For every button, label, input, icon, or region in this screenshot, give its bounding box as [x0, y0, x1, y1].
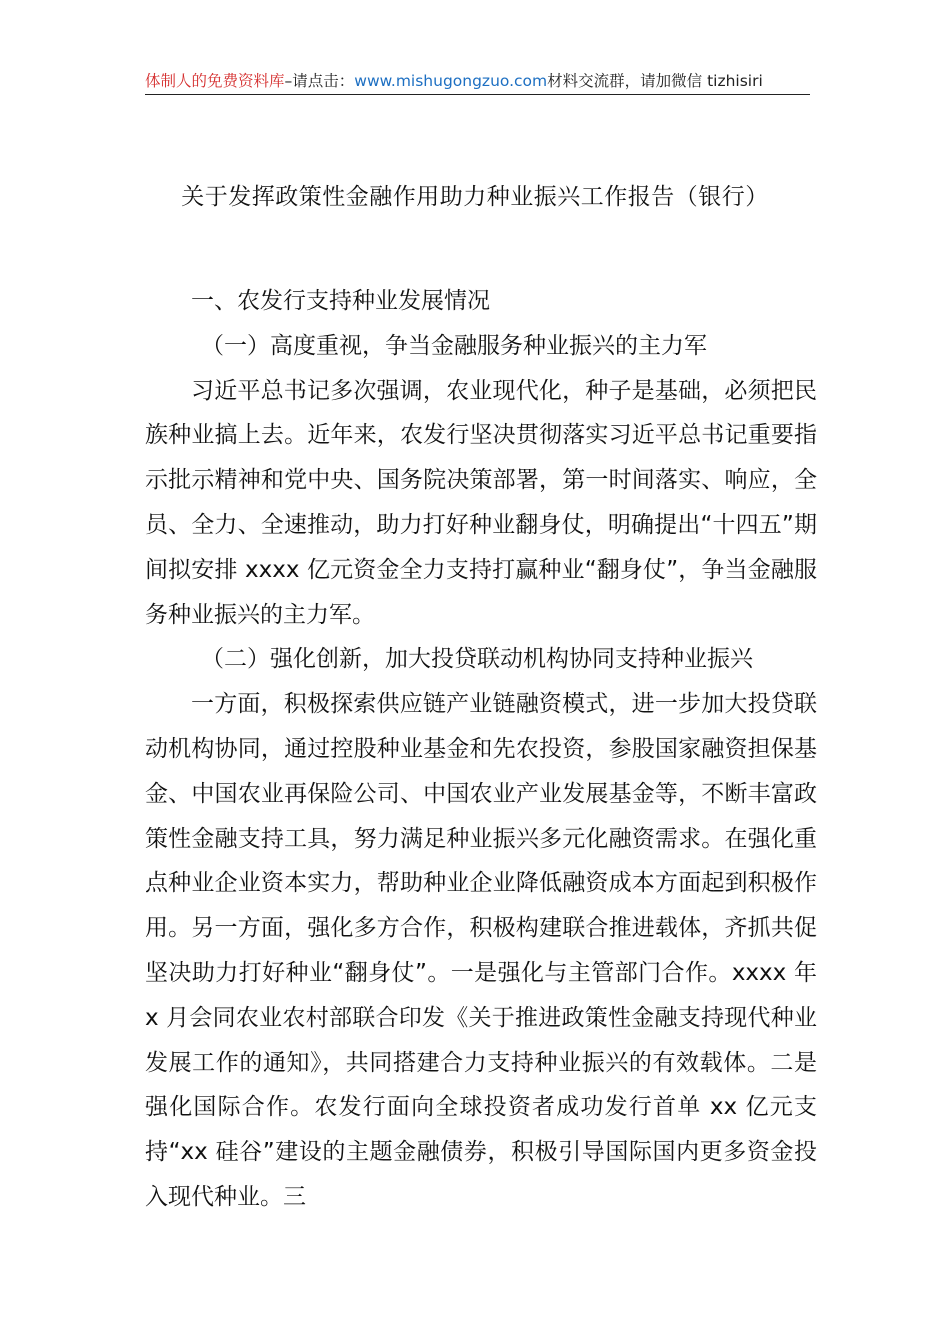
page-header: [145, 70, 810, 95]
header-prompt: 请点击：: [292, 72, 355, 90]
subsection-heading-1: （一）高度重视，争当金融服务种业振兴的主力军: [201, 332, 707, 359]
header-url-link[interactable]: www.mishugongzuo.com: [354, 72, 548, 90]
paragraph-1: 习近平总书记多次强调，农业现代化，种子是基础，必须把民族种业搞上去。近年来，农发行坚决贯彻落实习近平总书记重要指示批示精神和党中央、国务院决策部署，第一时间落实、响应，全员、全力、全速推动，助力打好种业翻身仗，明确提出“十四五”期间拟安排 xxxx 亿元资金全力支持打赢种业“翻身仗”，争当金融服务种业振兴的主力军。: [145, 377, 817, 628]
section-heading-1: 一、农发行支持种业发展情况: [191, 288, 490, 314]
header-brand-text: 体制人的免费资料库: [145, 72, 285, 90]
header-contact-text: 材料交流群，请加微信 tizhisiri: [547, 72, 763, 90]
header-dash: –: [284, 72, 293, 90]
document-body: [145, 279, 817, 1220]
subsection-heading-2: （二）强化创新，加大投贷联动机构协同支持种业振兴: [201, 646, 753, 673]
paragraph-2: 一方面，积极探索供应链产业链融资模式，进一步加大投贷联动机构协同，通过控股种业基金和先农投资，参股国家融资担保基金、中国农业再保险公司、中国农业产业发展基金等，不断丰富政策性金融支持工具，努力满足种业振兴多元化融资需求。在强化重点种业企业资本实力，帮助种业企业降低融资成本方面起到积极作用。另一方面，强化多方合作，积极构建联合推进载体，齐抓共促坚决助力打好种业“翻身仗”。一是强化与主管部门合作。xxxx 年 x 月会同农业农村部联合印发《关于推进政策性金融支持现代种业发展工作的通知》，共同搭建合力支持种业振兴的有效载体。二是强化国际合作。农发行面向全球投资者成功发行首单 xx 亿元支持“xx 硅谷”建设的主题金融债券，积极引导国际国内更多资金投入现代种业。三: [145, 691, 817, 1210]
document-title: 关于发挥政策性金融作用助力种业振兴工作报告（银行）: [181, 184, 769, 210]
